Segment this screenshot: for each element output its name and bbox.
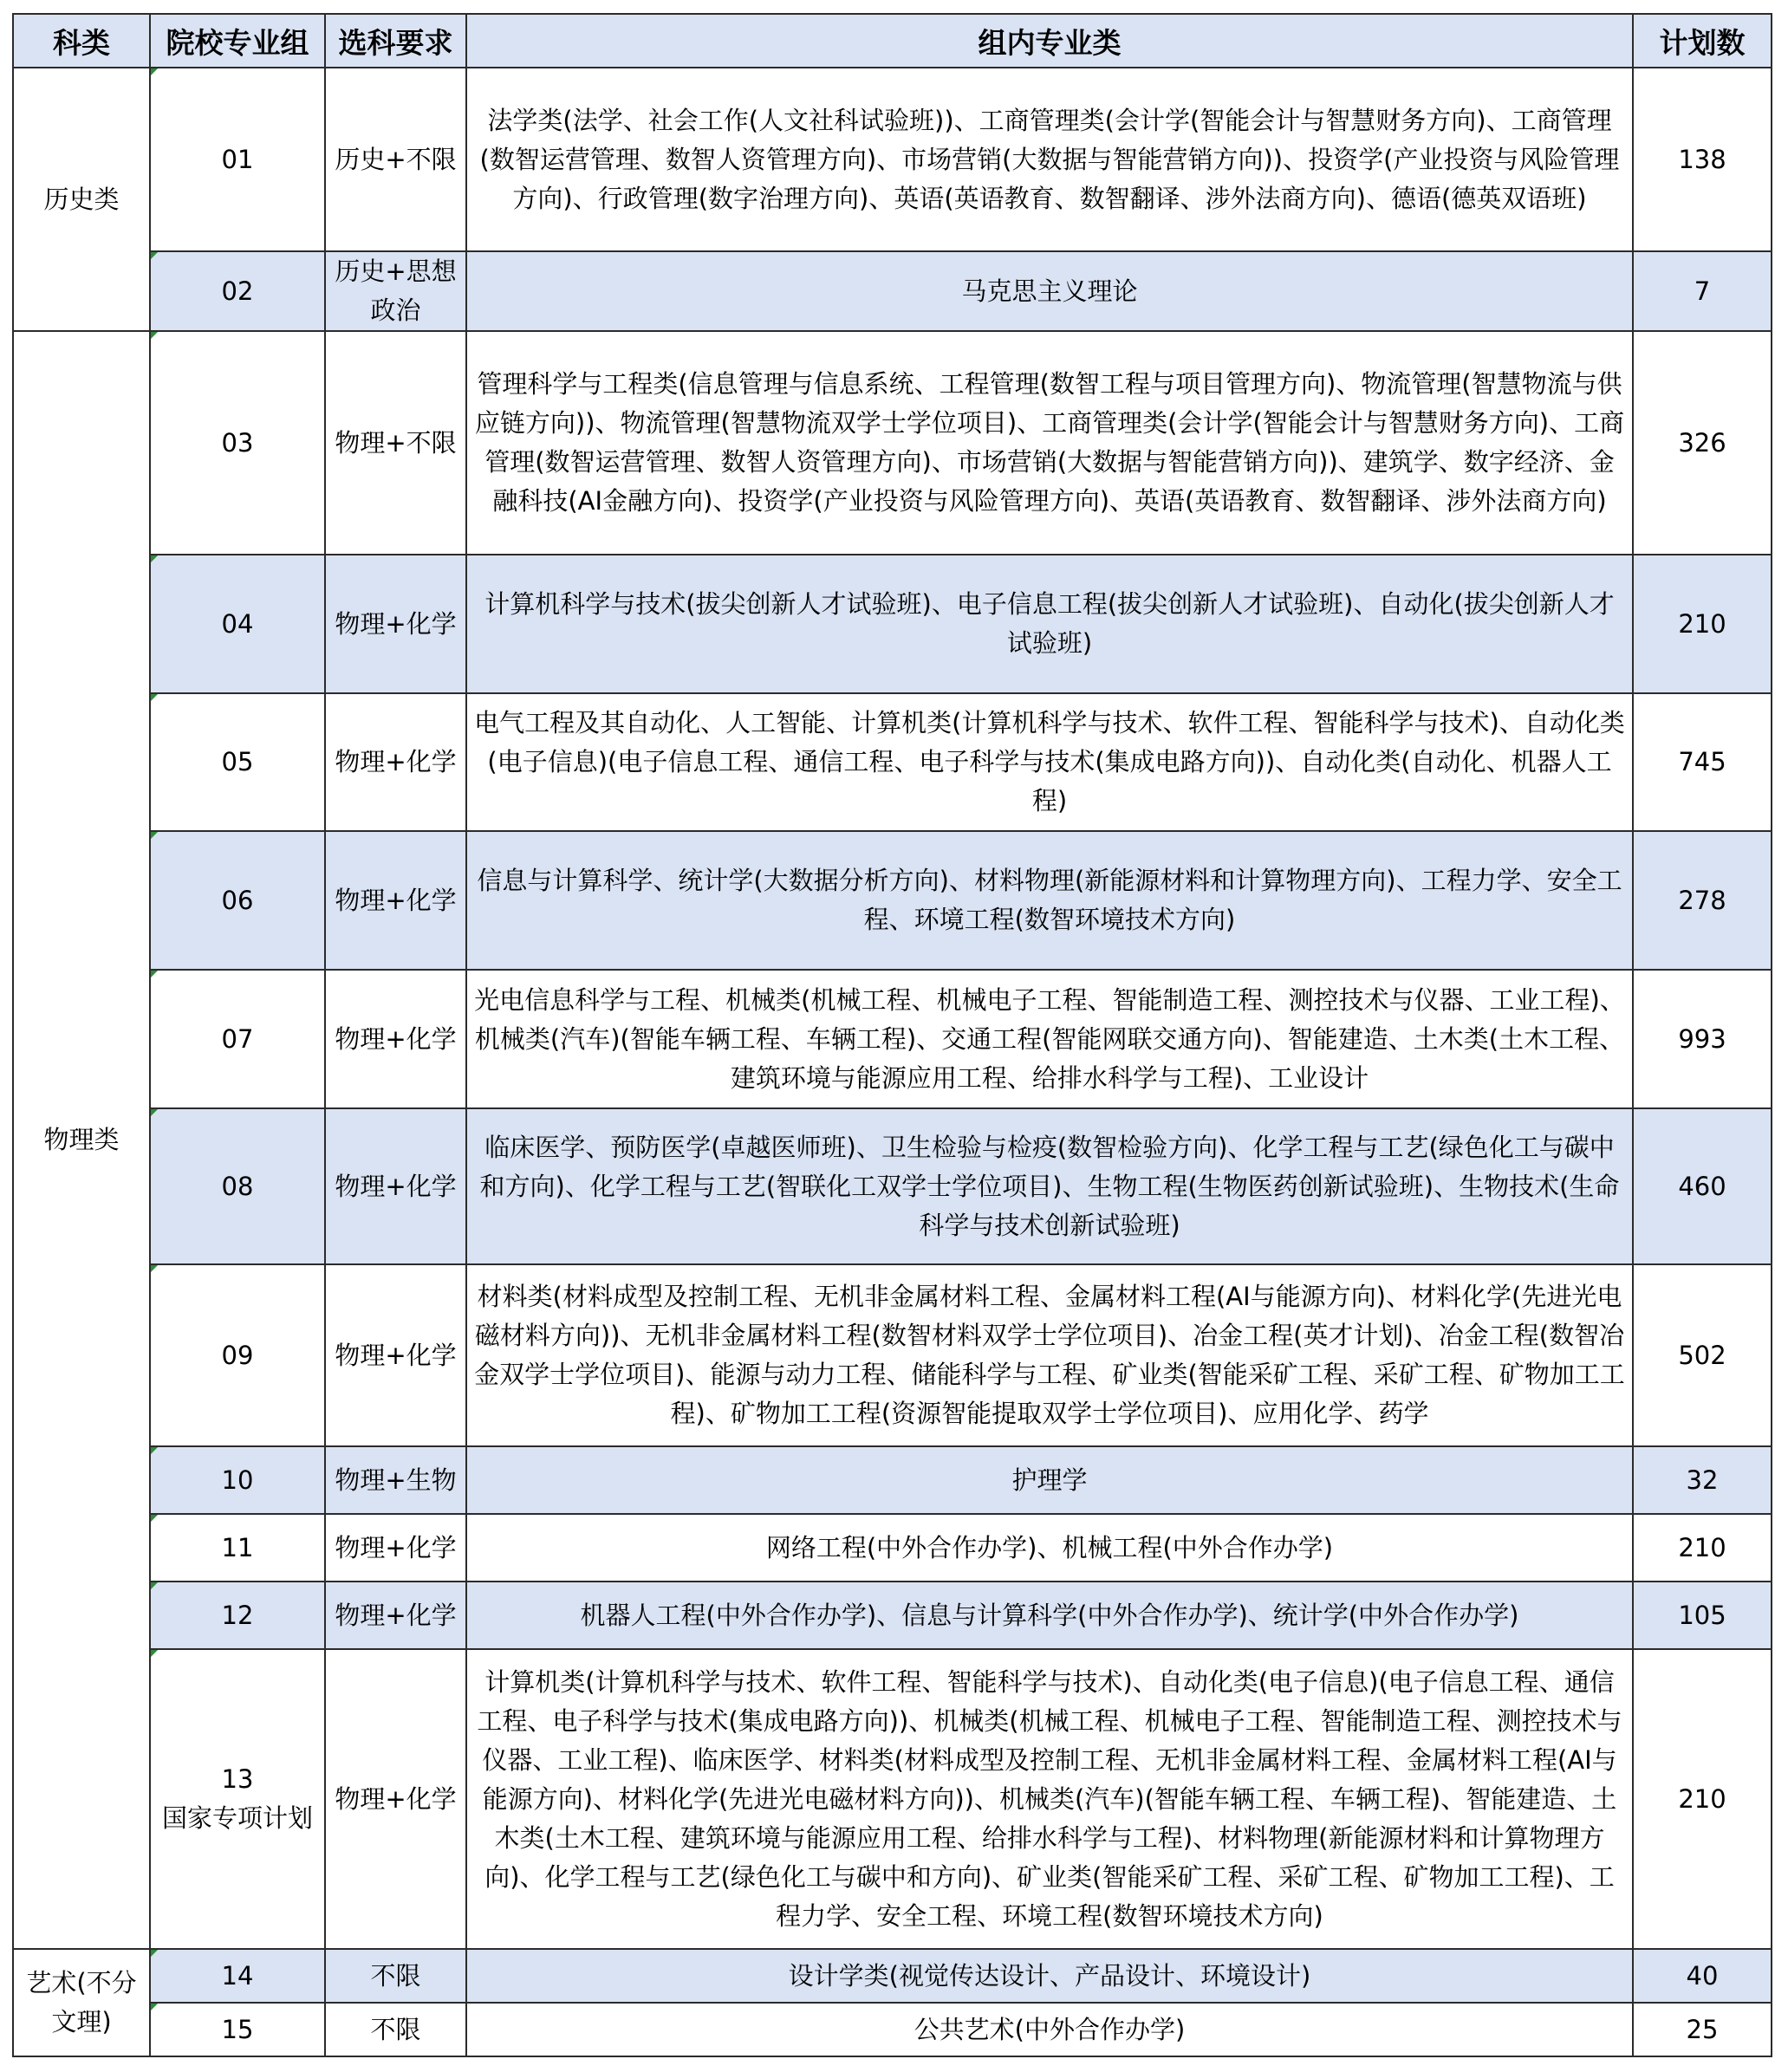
subject-requirement-cell: 不限 xyxy=(325,1949,466,2003)
majors-cell: 计算机科学与技术(拔尖创新人才试验班)、电子信息工程(拔尖创新人才试验班)、自动化(拔尖创新人才试验班) xyxy=(466,555,1633,693)
plan-count-cell: 502 xyxy=(1633,1264,1772,1446)
subject-requirement-cell: 历史+思想政治 xyxy=(325,251,466,331)
subject-requirement-cell: 物理+化学 xyxy=(325,1514,466,1582)
group-cell xyxy=(150,970,325,1108)
group-cell xyxy=(150,555,325,693)
group-cell xyxy=(150,1446,325,1514)
group-code: 09 xyxy=(221,1340,254,1370)
plan-count-cell: 210 xyxy=(1633,1514,1772,1582)
cell-corner-mark xyxy=(151,1109,158,1116)
subject-requirement-cell: 物理+化学 xyxy=(325,1582,466,1649)
majors-cell: 计算机类(计算机科学与技术、软件工程、智能科学与技术)、自动化类(电子信息)(电子信息工程、通信工程、电子科学与技术(集成电路方向))、机械类(机械工程、机械电子工程、智能制造工程、测控技术与仪器、工业工程)、临床医学、材料类(材料成型及控制工程、无机非金属材料工程、金属材料工程(AI与能源方向)、材料化学(先进光电磁材料方向))、机械类(汽车)(智能车辆工程、车辆工程)、智能建造、土木类(土木工程、建筑环境与能源应用工程、给排水科学与工程)、材料物理(新能源材料和计算物理方向)、化学工程与工艺(绿色化工与碳中和方向)、矿业类(智能采矿工程、采矿工程、矿物加工工程)、工程力学、安全工程、环境工程(数智环境技术方向) xyxy=(466,1649,1633,1949)
majors-cell: 法学类(法学、社会工作(人文社科试验班))、工商管理类(会计学(智能会计与智慧财务方向)、工商管理(数智运营管理、数智人资管理方向)、市场营销(大数据与智能营销方向))、投资学(产业投资与风险管理方向)、行政管理(数字治理方向)、英语(英语教育、数智翻译、涉外法商方向)、德语(德英双语班) xyxy=(466,68,1633,251)
plan-count-cell: 278 xyxy=(1633,831,1772,970)
subject-requirement-cell: 物理+生物 xyxy=(325,1446,466,1514)
subject-requirement-cell: 物理+化学 xyxy=(325,1649,466,1949)
subject-requirement-cell: 不限 xyxy=(325,2003,466,2056)
cell-corner-mark xyxy=(151,971,158,978)
cell-corner-mark xyxy=(151,1950,158,1957)
table-row xyxy=(13,251,1772,331)
table-row xyxy=(13,68,1772,251)
cell-corner-mark xyxy=(151,694,158,701)
subject-requirement-cell: 物理+化学 xyxy=(325,1108,466,1264)
group-cell xyxy=(150,2003,325,2056)
group-note: 国家专项计划 xyxy=(161,1803,313,1833)
cell-corner-mark xyxy=(151,1582,158,1589)
group-cell xyxy=(150,331,325,555)
cell-corner-mark xyxy=(151,1650,158,1657)
cell-corner-mark xyxy=(151,832,158,839)
subject-requirement-cell: 物理+化学 xyxy=(325,831,466,970)
table-row xyxy=(13,693,1772,831)
plan-count-cell: 105 xyxy=(1633,1582,1772,1649)
table-row xyxy=(13,1649,1772,1949)
group-code: 06 xyxy=(221,885,254,915)
subject-requirement-cell: 物理+化学 xyxy=(325,555,466,693)
cell-corner-mark xyxy=(151,252,158,259)
majors-cell: 马克思主义理论 xyxy=(466,251,1633,331)
group-cell xyxy=(150,1582,325,1649)
category-cell-history: 历史类 xyxy=(13,68,150,331)
group-cell xyxy=(150,251,325,331)
cell-corner-mark xyxy=(151,332,158,339)
group-cell xyxy=(150,1949,325,2003)
category-cell-art: 艺术(不分文理) xyxy=(13,1949,150,2056)
header-row xyxy=(13,14,1772,68)
group-cell xyxy=(150,693,325,831)
group-cell xyxy=(150,831,325,970)
plan-count-cell: 138 xyxy=(1633,68,1772,251)
table-row xyxy=(13,970,1772,1108)
header-majors: 组内专业类 xyxy=(466,14,1633,68)
plan-count-cell: 210 xyxy=(1633,555,1772,693)
group-code: 03 xyxy=(221,427,254,458)
majors-cell: 临床医学、预防医学(卓越医师班)、卫生检验与检疫(数智检验方向)、化学工程与工艺(绿色化工与碳中和方向)、化学工程与工艺(智联化工双学士学位项目)、生物工程(生物医药创新试验班)、生物技术(生命科学与技术创新试验班) xyxy=(466,1108,1633,1264)
majors-cell: 材料类(材料成型及控制工程、无机非金属材料工程、金属材料工程(AI与能源方向)、材料化学(先进光电磁材料方向))、无机非金属材料工程(数智材料双学士学位项目)、冶金工程(英才计划)、冶金工程(数智冶金双学士学位项目)、能源与动力工程、储能科学与工程、矿业类(智能采矿工程、采矿工程、矿物加工工程)、矿物加工工程(资源智能提取双学士学位项目)、应用化学、药学 xyxy=(466,1264,1633,1446)
majors-cell: 管理科学与工程类(信息管理与信息系统、工程管理(数智工程与项目管理方向)、物流管理(智慧物流与供应链方向))、物流管理(智慧物流双学士学位项目)、工商管理类(会计学(智能会计与智慧财务方向)、工商管理(数智运营管理、数智人资管理方向)、市场营销(大数据与智能营销方向))、建筑学、数字经济、金融科技(AI金融方向)、投资学(产业投资与风险管理方向)、英语(英语教育、数智翻译、涉外法商方向) xyxy=(466,331,1633,555)
header-category: 科类 xyxy=(13,14,150,68)
table-row xyxy=(13,1514,1772,1582)
majors-cell: 光电信息科学与工程、机械类(机械工程、机械电子工程、智能制造工程、测控技术与仪器、工业工程)、机械类(汽车)(智能车辆工程、车辆工程)、交通工程(智能网联交通方向)、智能建造、土木类(土木工程、建筑环境与能源应用工程、给排水科学与工程)、工业设计 xyxy=(466,970,1633,1108)
group-code: 13 xyxy=(221,1764,254,1794)
group-code: 14 xyxy=(221,1960,254,1991)
majors-cell: 机器人工程(中外合作办学)、信息与计算科学(中外合作办学)、统计学(中外合作办学) xyxy=(466,1582,1633,1649)
plan-count-cell: 993 xyxy=(1633,970,1772,1108)
category-cell-physics: 物理类 xyxy=(13,331,150,1949)
majors-cell: 电气工程及其自动化、人工智能、计算机类(计算机科学与技术、软件工程、智能科学与技术)、自动化类(电子信息)(电子信息工程、通信工程、电子科学与技术(集成电路方向))、自动化类(自动化、机器人工程) xyxy=(466,693,1633,831)
group-code: 08 xyxy=(221,1171,254,1201)
plan-count-cell: 460 xyxy=(1633,1108,1772,1264)
cell-corner-mark xyxy=(151,68,158,75)
header-group: 院校专业组 xyxy=(150,14,325,68)
group-cell xyxy=(150,68,325,251)
majors-cell: 信息与计算科学、统计学(大数据分析方向)、材料物理(新能源材料和计算物理方向)、工程力学、安全工程、环境工程(数智环境技术方向) xyxy=(466,831,1633,970)
subject-requirement-cell: 物理+不限 xyxy=(325,331,466,555)
table-row xyxy=(13,1108,1772,1264)
plan-count-cell: 7 xyxy=(1633,251,1772,331)
cell-corner-mark xyxy=(151,2004,158,2010)
table-row xyxy=(13,1264,1772,1446)
table-row xyxy=(13,831,1772,970)
enrollment-plan-table-container xyxy=(12,13,1771,2065)
group-code: 04 xyxy=(221,608,254,639)
plan-count-cell: 32 xyxy=(1633,1446,1772,1514)
group-cell xyxy=(150,1649,325,1949)
subject-requirement-cell: 物理+化学 xyxy=(325,970,466,1108)
group-code: 15 xyxy=(221,2014,254,2044)
group-code: 07 xyxy=(221,1023,254,1054)
plan-count-cell: 40 xyxy=(1633,1949,1772,2003)
majors-cell: 设计学类(视觉传达设计、产品设计、环境设计) xyxy=(466,1949,1633,2003)
majors-cell: 护理学 xyxy=(466,1446,1633,1514)
header-plan-count: 计划数 xyxy=(1633,14,1772,68)
plan-count-cell: 25 xyxy=(1633,2003,1772,2056)
table-row xyxy=(13,1446,1772,1514)
group-code: 10 xyxy=(221,1465,254,1495)
group-code: 01 xyxy=(221,144,254,174)
group-code: 11 xyxy=(221,1532,254,1562)
group-code: 12 xyxy=(221,1600,254,1630)
cell-corner-mark xyxy=(151,1515,158,1522)
group-code: 05 xyxy=(221,747,254,776)
subject-requirement-cell: 物理+化学 xyxy=(325,693,466,831)
subject-requirement-cell: 物理+化学 xyxy=(325,1264,466,1446)
table-row xyxy=(13,1582,1772,1649)
table-row xyxy=(13,555,1772,693)
majors-cell: 网络工程(中外合作办学)、机械工程(中外合作办学) xyxy=(466,1514,1633,1582)
cell-corner-mark xyxy=(151,555,158,562)
plan-count-cell: 745 xyxy=(1633,693,1772,831)
table-row xyxy=(13,1949,1772,2003)
majors-cell: 公共艺术(中外合作办学) xyxy=(466,2003,1633,2056)
cell-corner-mark xyxy=(151,1265,158,1272)
subject-requirement-cell: 历史+不限 xyxy=(325,68,466,251)
enrollment-plan-table xyxy=(12,13,1772,2057)
table-row xyxy=(13,2003,1772,2056)
header-subject-requirement: 选科要求 xyxy=(325,14,466,68)
group-cell xyxy=(150,1264,325,1446)
group-code: 02 xyxy=(221,276,254,306)
cell-corner-mark xyxy=(151,1447,158,1454)
plan-count-cell: 210 xyxy=(1633,1649,1772,1949)
group-cell xyxy=(150,1514,325,1582)
plan-count-cell: 326 xyxy=(1633,331,1772,555)
group-cell xyxy=(150,1108,325,1264)
table-row xyxy=(13,331,1772,555)
